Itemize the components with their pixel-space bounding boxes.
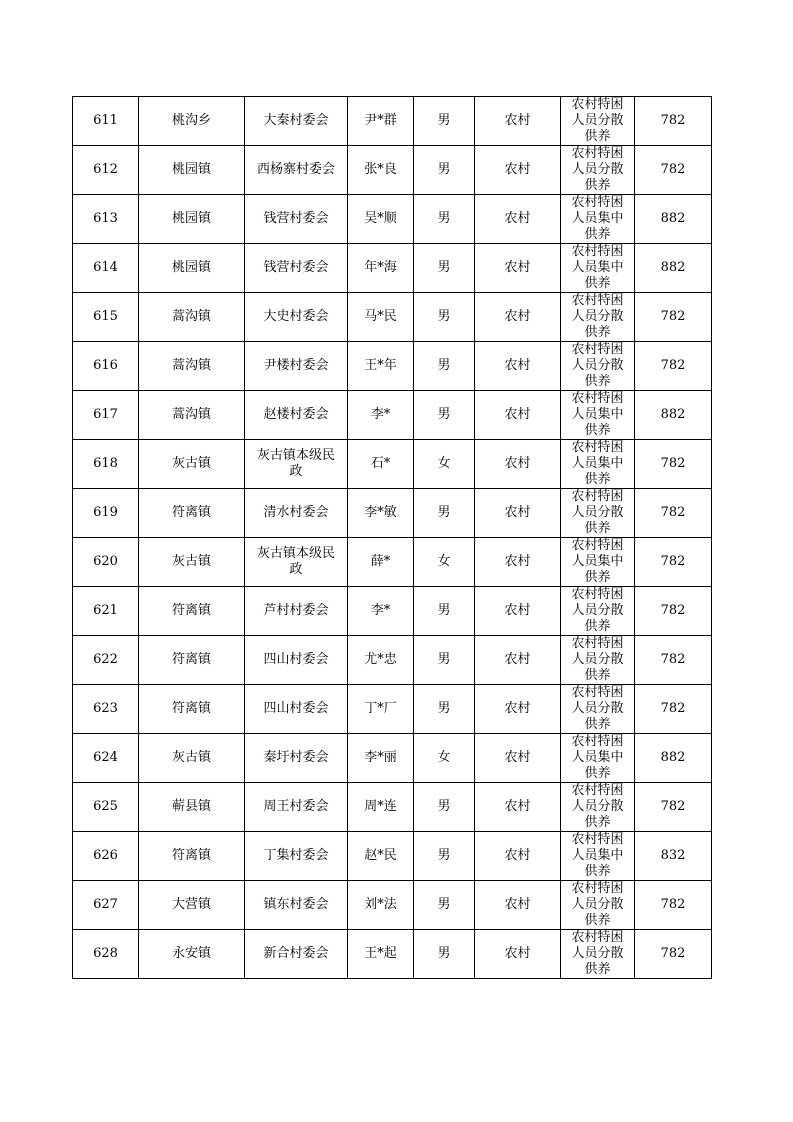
area-cell: 农村 bbox=[475, 538, 561, 587]
category-text: 农村特困人员分散供养 bbox=[571, 685, 624, 732]
area-cell: 农村 bbox=[475, 489, 561, 538]
table-row bbox=[73, 881, 712, 930]
village-cell: 周王村委会 bbox=[245, 783, 348, 832]
town-cell: 符离镇 bbox=[139, 489, 245, 538]
town-cell: 符离镇 bbox=[139, 587, 245, 636]
gender-cell: 男 bbox=[414, 489, 475, 538]
category-cell bbox=[561, 685, 635, 734]
village-cell: 丁集村委会 bbox=[245, 832, 348, 881]
category-cell bbox=[561, 146, 635, 195]
town-cell: 符离镇 bbox=[139, 685, 245, 734]
area-cell: 农村 bbox=[475, 881, 561, 930]
town-cell: 桃园镇 bbox=[139, 244, 245, 293]
village-cell: 芦村村委会 bbox=[245, 587, 348, 636]
table-row bbox=[73, 734, 712, 783]
gender-cell: 男 bbox=[414, 685, 475, 734]
table-row bbox=[73, 440, 712, 489]
category-text: 农村特困人员集中供养 bbox=[571, 832, 624, 879]
category-text: 农村特困人员集中供养 bbox=[571, 195, 624, 242]
area-cell: 农村 bbox=[475, 342, 561, 391]
category-text: 农村特困人员集中供养 bbox=[571, 734, 624, 781]
town-cell: 大营镇 bbox=[139, 881, 245, 930]
category-text: 农村特困人员分散供养 bbox=[571, 783, 624, 830]
table-row bbox=[73, 342, 712, 391]
amount-cell: 782 bbox=[635, 489, 712, 538]
name-cell: 尹*群 bbox=[348, 97, 414, 146]
name-cell: 石* bbox=[348, 440, 414, 489]
gender-cell: 男 bbox=[414, 342, 475, 391]
name-cell: 赵*民 bbox=[348, 832, 414, 881]
gender-cell: 男 bbox=[414, 587, 475, 636]
row-number: 611 bbox=[73, 97, 139, 146]
row-number: 617 bbox=[73, 391, 139, 440]
amount-cell: 782 bbox=[635, 342, 712, 391]
table-row bbox=[73, 783, 712, 832]
village-cell: 灰古镇本级民政 bbox=[245, 538, 348, 587]
table-row bbox=[73, 538, 712, 587]
amount-cell: 832 bbox=[635, 832, 712, 881]
gender-cell: 女 bbox=[414, 440, 475, 489]
name-cell: 马*民 bbox=[348, 293, 414, 342]
name-cell: 李*敏 bbox=[348, 489, 414, 538]
category-text: 农村特困人员集中供养 bbox=[571, 440, 624, 487]
name-cell: 张*良 bbox=[348, 146, 414, 195]
category-text: 农村特困人员分散供养 bbox=[571, 97, 624, 144]
town-cell: 桃园镇 bbox=[139, 146, 245, 195]
category-cell bbox=[561, 587, 635, 636]
row-number: 620 bbox=[73, 538, 139, 587]
table-row bbox=[73, 930, 712, 979]
area-cell: 农村 bbox=[475, 930, 561, 979]
name-cell: 吴*顺 bbox=[348, 195, 414, 244]
amount-cell: 782 bbox=[635, 440, 712, 489]
amount-cell: 782 bbox=[635, 587, 712, 636]
area-cell: 农村 bbox=[475, 195, 561, 244]
town-cell: 蒿沟镇 bbox=[139, 293, 245, 342]
gender-cell: 男 bbox=[414, 930, 475, 979]
table-row bbox=[73, 587, 712, 636]
town-cell: 灰古镇 bbox=[139, 538, 245, 587]
row-number: 627 bbox=[73, 881, 139, 930]
row-number: 619 bbox=[73, 489, 139, 538]
category-cell bbox=[561, 97, 635, 146]
gender-cell: 男 bbox=[414, 293, 475, 342]
village-cell: 新合村委会 bbox=[245, 930, 348, 979]
name-cell: 王*年 bbox=[348, 342, 414, 391]
category-cell bbox=[561, 930, 635, 979]
area-cell: 农村 bbox=[475, 636, 561, 685]
table-row bbox=[73, 391, 712, 440]
category-cell bbox=[561, 293, 635, 342]
gender-cell: 男 bbox=[414, 636, 475, 685]
town-cell: 灰古镇 bbox=[139, 734, 245, 783]
category-cell bbox=[561, 244, 635, 293]
amount-cell: 882 bbox=[635, 244, 712, 293]
category-text: 农村特困人员分散供养 bbox=[571, 342, 624, 389]
name-cell: 薛* bbox=[348, 538, 414, 587]
amount-cell: 782 bbox=[635, 930, 712, 979]
category-text: 农村特困人员分散供养 bbox=[571, 146, 624, 193]
name-cell: 年*海 bbox=[348, 244, 414, 293]
village-cell: 清水村委会 bbox=[245, 489, 348, 538]
row-number: 622 bbox=[73, 636, 139, 685]
name-cell: 刘*法 bbox=[348, 881, 414, 930]
row-number: 612 bbox=[73, 146, 139, 195]
amount-cell: 782 bbox=[635, 293, 712, 342]
table-row bbox=[73, 244, 712, 293]
table-row bbox=[73, 685, 712, 734]
town-cell: 蒿沟镇 bbox=[139, 391, 245, 440]
table-row bbox=[73, 97, 712, 146]
gender-cell: 男 bbox=[414, 146, 475, 195]
amount-cell: 882 bbox=[635, 195, 712, 244]
table-row bbox=[73, 832, 712, 881]
row-number: 626 bbox=[73, 832, 139, 881]
category-cell bbox=[561, 881, 635, 930]
area-cell: 农村 bbox=[475, 587, 561, 636]
category-text: 农村特困人员集中供养 bbox=[571, 244, 624, 291]
village-cell: 西杨寨村委会 bbox=[245, 146, 348, 195]
category-text: 农村特困人员集中供养 bbox=[571, 538, 624, 585]
amount-cell: 782 bbox=[635, 636, 712, 685]
gender-cell: 女 bbox=[414, 734, 475, 783]
village-cell: 四山村委会 bbox=[245, 685, 348, 734]
category-cell bbox=[561, 391, 635, 440]
category-text: 农村特困人员分散供养 bbox=[571, 293, 624, 340]
category-cell bbox=[561, 734, 635, 783]
relief-table bbox=[72, 96, 712, 979]
area-cell: 农村 bbox=[475, 832, 561, 881]
category-text: 农村特困人员分散供养 bbox=[571, 587, 624, 634]
category-cell bbox=[561, 783, 635, 832]
town-cell: 蕲县镇 bbox=[139, 783, 245, 832]
amount-cell: 782 bbox=[635, 685, 712, 734]
area-cell: 农村 bbox=[475, 391, 561, 440]
row-number: 625 bbox=[73, 783, 139, 832]
category-text: 农村特困人员分散供养 bbox=[571, 930, 624, 977]
village-cell: 镇东村委会 bbox=[245, 881, 348, 930]
category-cell bbox=[561, 440, 635, 489]
area-cell: 农村 bbox=[475, 783, 561, 832]
area-cell: 农村 bbox=[475, 734, 561, 783]
row-number: 616 bbox=[73, 342, 139, 391]
town-cell: 桃园镇 bbox=[139, 195, 245, 244]
town-cell: 桃沟乡 bbox=[139, 97, 245, 146]
town-cell: 灰古镇 bbox=[139, 440, 245, 489]
village-cell: 大史村委会 bbox=[245, 293, 348, 342]
gender-cell: 男 bbox=[414, 244, 475, 293]
row-number: 623 bbox=[73, 685, 139, 734]
gender-cell: 女 bbox=[414, 538, 475, 587]
table-row bbox=[73, 195, 712, 244]
town-cell: 永安镇 bbox=[139, 930, 245, 979]
table-row bbox=[73, 489, 712, 538]
row-number: 614 bbox=[73, 244, 139, 293]
category-text: 农村特困人员分散供养 bbox=[571, 881, 624, 928]
gender-cell: 男 bbox=[414, 881, 475, 930]
table-body bbox=[73, 97, 712, 979]
category-text: 农村特困人员集中供养 bbox=[571, 391, 624, 438]
amount-cell: 882 bbox=[635, 391, 712, 440]
village-cell: 大秦村委会 bbox=[245, 97, 348, 146]
gender-cell: 男 bbox=[414, 97, 475, 146]
table-row bbox=[73, 146, 712, 195]
gender-cell: 男 bbox=[414, 783, 475, 832]
village-cell: 钱营村委会 bbox=[245, 195, 348, 244]
town-cell: 符离镇 bbox=[139, 636, 245, 685]
area-cell: 农村 bbox=[475, 97, 561, 146]
category-cell bbox=[561, 636, 635, 685]
village-cell: 钱营村委会 bbox=[245, 244, 348, 293]
row-number: 628 bbox=[73, 930, 139, 979]
amount-cell: 782 bbox=[635, 538, 712, 587]
amount-cell: 882 bbox=[635, 734, 712, 783]
name-cell: 李* bbox=[348, 391, 414, 440]
area-cell: 农村 bbox=[475, 685, 561, 734]
village-cell: 灰古镇本级民政 bbox=[245, 440, 348, 489]
area-cell: 农村 bbox=[475, 293, 561, 342]
name-cell: 尤*忠 bbox=[348, 636, 414, 685]
row-number: 613 bbox=[73, 195, 139, 244]
area-cell: 农村 bbox=[475, 244, 561, 293]
area-cell: 农村 bbox=[475, 440, 561, 489]
village-cell: 四山村委会 bbox=[245, 636, 348, 685]
town-cell: 符离镇 bbox=[139, 832, 245, 881]
name-cell: 李* bbox=[348, 587, 414, 636]
town-cell: 蒿沟镇 bbox=[139, 342, 245, 391]
gender-cell: 男 bbox=[414, 832, 475, 881]
row-number: 618 bbox=[73, 440, 139, 489]
name-cell: 周*连 bbox=[348, 783, 414, 832]
row-number: 621 bbox=[73, 587, 139, 636]
name-cell: 王*起 bbox=[348, 930, 414, 979]
gender-cell: 男 bbox=[414, 195, 475, 244]
table-row bbox=[73, 636, 712, 685]
amount-cell: 782 bbox=[635, 881, 712, 930]
category-cell bbox=[561, 195, 635, 244]
village-cell: 秦圩村委会 bbox=[245, 734, 348, 783]
category-cell bbox=[561, 538, 635, 587]
category-text: 农村特困人员分散供养 bbox=[571, 489, 624, 536]
category-cell bbox=[561, 832, 635, 881]
name-cell: 丁*厂 bbox=[348, 685, 414, 734]
category-cell bbox=[561, 342, 635, 391]
category-cell bbox=[561, 489, 635, 538]
table-row bbox=[73, 293, 712, 342]
row-number: 615 bbox=[73, 293, 139, 342]
name-cell: 李*丽 bbox=[348, 734, 414, 783]
amount-cell: 782 bbox=[635, 783, 712, 832]
gender-cell: 男 bbox=[414, 391, 475, 440]
village-cell: 尹楼村委会 bbox=[245, 342, 348, 391]
amount-cell: 782 bbox=[635, 146, 712, 195]
area-cell: 农村 bbox=[475, 146, 561, 195]
row-number: 624 bbox=[73, 734, 139, 783]
category-text: 农村特困人员分散供养 bbox=[571, 636, 624, 683]
amount-cell: 782 bbox=[635, 97, 712, 146]
village-cell: 赵楼村委会 bbox=[245, 391, 348, 440]
